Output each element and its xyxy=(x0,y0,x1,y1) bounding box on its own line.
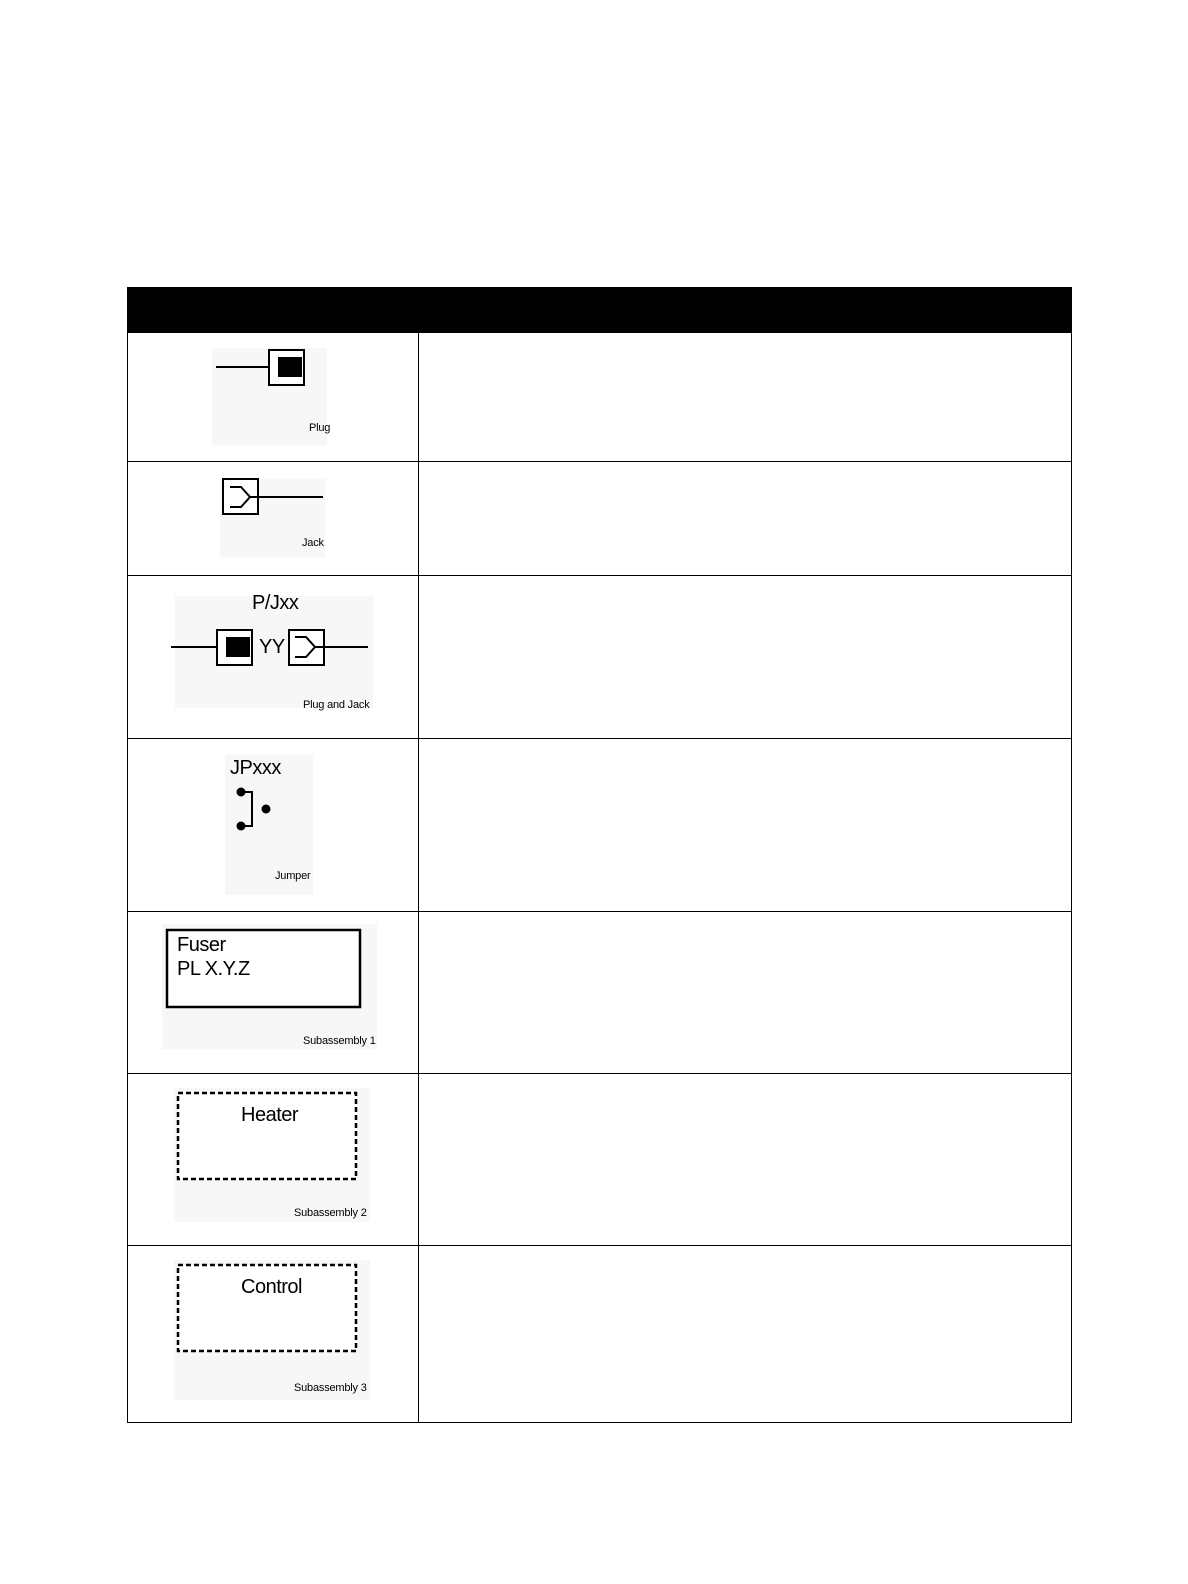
subassembly-label: Heater xyxy=(241,1104,299,1126)
symbol-caption: Plug xyxy=(309,422,331,434)
subassembly-name: Fuser xyxy=(177,934,226,956)
symbol-caption: Subassembly 2 xyxy=(294,1207,367,1219)
table-row-plug xyxy=(128,333,418,461)
description-cell xyxy=(419,739,1071,911)
jack-icon xyxy=(128,462,418,575)
symbol-caption: Plug and Jack xyxy=(303,699,370,711)
connector-label: P/Jxx xyxy=(252,592,299,614)
symbol-caption: Subassembly 1 xyxy=(303,1035,376,1047)
description-cell xyxy=(419,333,1071,461)
description-cell xyxy=(419,912,1071,1073)
table-row-jumper xyxy=(128,739,418,911)
description-cell xyxy=(419,462,1071,575)
dashed-subassembly-icon xyxy=(128,1074,418,1245)
dashed-subassembly-icon xyxy=(128,1246,418,1422)
table-row-subassembly-3 xyxy=(128,1246,418,1422)
symbol-caption: Jumper xyxy=(275,870,311,882)
symbol-caption: Jack xyxy=(302,537,324,549)
table-header xyxy=(128,288,1071,332)
symbols-table xyxy=(127,287,1072,1423)
plug-icon xyxy=(128,333,418,461)
description-cell xyxy=(419,1074,1071,1245)
table-row-subassembly-2 xyxy=(128,1074,418,1245)
jumper-icon xyxy=(128,739,418,911)
symbol-caption: Subassembly 3 xyxy=(294,1382,367,1394)
subassembly-label: Control xyxy=(241,1276,302,1298)
description-cell xyxy=(419,576,1071,738)
table-row-jack xyxy=(128,462,418,575)
table-row-subassembly-1 xyxy=(128,912,418,1073)
jumper-label: JPxxx xyxy=(230,757,281,779)
description-cell xyxy=(419,1246,1071,1422)
subassembly-part-ref: PL X.Y.Z xyxy=(177,958,250,980)
pin-label: YY xyxy=(259,636,285,658)
subassembly-box-icon xyxy=(128,912,418,1073)
table-row-plug-and-jack xyxy=(128,576,418,738)
